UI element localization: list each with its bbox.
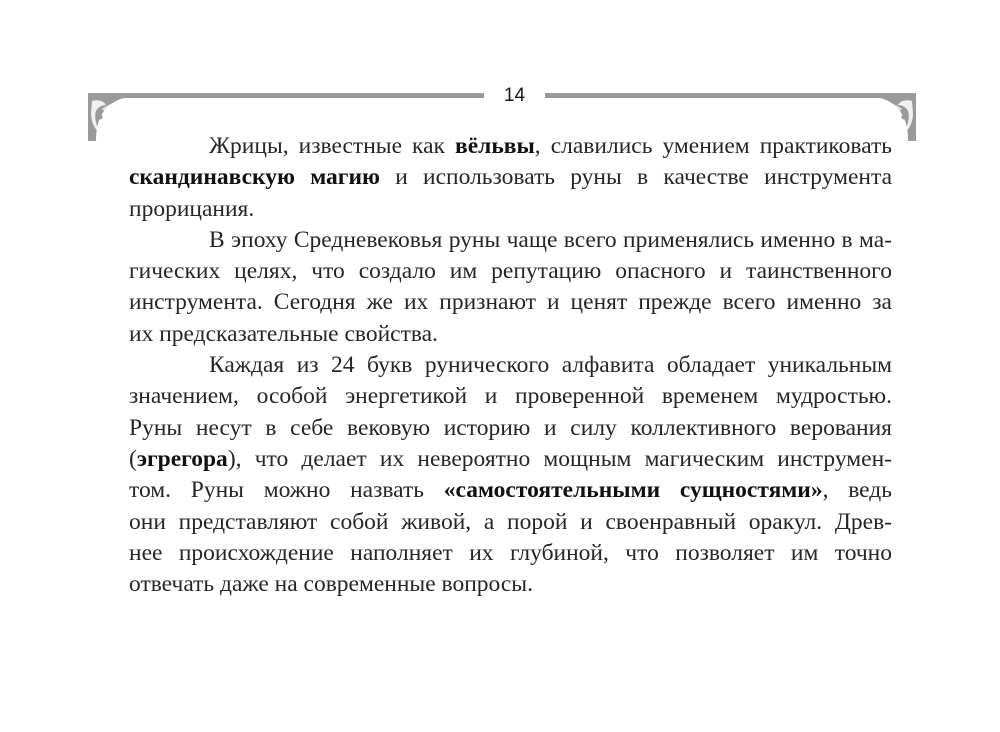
bold-term: скандинавскую магию [129, 164, 380, 191]
bold-term: эгрегора [136, 445, 228, 472]
paragraph [129, 131, 892, 225]
paragraph [129, 225, 892, 350]
text-line: В эпоху Средневековья руны чаще всего применялись именно в ма- [209, 226, 892, 253]
text-line: инструмента. Сегодня же их признают и ценят прежде всего именно за [129, 289, 892, 316]
text-line: отвечать даже на современные вопросы. [129, 571, 533, 598]
header-rule-right [545, 93, 915, 98]
text-line: их предсказательные свойства. [129, 320, 438, 347]
text-line: Каждая из 24 букв рунического алфавита обладает уникальным [209, 352, 892, 379]
header-rule-left [88, 93, 484, 98]
text-line: нее происхождение наполняет их глубиной, что позволяет им точно [129, 539, 892, 566]
body-text [129, 131, 892, 600]
bold-term: «самостоятельными сущностями» [443, 477, 823, 504]
text-line: (эгрегора), что делает их невероятно мощным магическим инструмен- [129, 445, 892, 472]
page-number: 14 [503, 85, 526, 106]
text-line: гических целях, что создало им репутацию опасного и таинственного [129, 258, 892, 285]
text-line: Жрицы, известные как вёльвы, славились умением практиковать [209, 133, 892, 159]
text-line: том. Руны можно назвать «самостоятельными сущностями», ведь [129, 477, 892, 504]
bold-term: вёльвы [455, 133, 535, 159]
text-line: прорицания. [129, 195, 255, 222]
text-line: Руны несут в себе вековую историю и силу коллективного верования [129, 414, 892, 441]
text-line: они представляют собой живой, а порой и своенравный оракул. Древ- [129, 508, 892, 535]
text-line: значением, особой энергетикой и проверенной временем мудростью. [129, 383, 892, 410]
paragraph [129, 350, 892, 600]
text-line: скандинавскую магию и использовать руны в качестве инструмента [129, 164, 892, 191]
